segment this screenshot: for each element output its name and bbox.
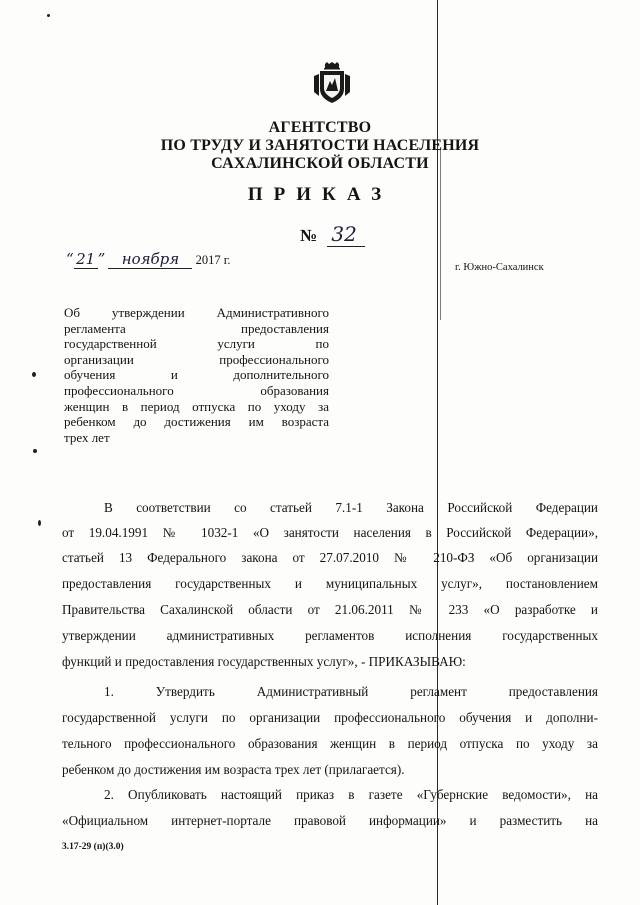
subject-line: ребенком до достижения им возраста bbox=[64, 414, 329, 430]
order-number-label: № bbox=[300, 226, 318, 245]
body-line: 2. Опубликовать настоящий приказ в газете «Губернские ведомости», на bbox=[104, 787, 598, 802]
body-line: утверждении административных регламентов исполнения государственных bbox=[62, 628, 598, 643]
scan-speck bbox=[33, 449, 37, 453]
agency-name-line-3: САХАЛИНСКОЙ ОБЛАСТИ bbox=[211, 155, 429, 172]
subject-line: обучения и дополнительного bbox=[64, 367, 329, 383]
subject-line: женщин в период отпуска по уходу за bbox=[64, 398, 329, 414]
body-line: государственной услуги по организации профессионального обучения и дополни- bbox=[62, 710, 598, 725]
coat-of-arms-emblem bbox=[313, 62, 351, 104]
date-year: 2017 г. bbox=[195, 253, 231, 267]
subject-line: трех лет bbox=[64, 429, 110, 445]
scan-speck bbox=[38, 520, 41, 526]
scan-speck bbox=[32, 372, 36, 377]
body-line: «Официальном интернет-портале правовой информации» и разместить на bbox=[62, 813, 598, 828]
body-line: В соответствии со статьей 7.1-1 Закона Российской Федерации bbox=[104, 500, 598, 515]
order-number-handwritten: 32 bbox=[327, 222, 364, 247]
order-subject bbox=[64, 305, 329, 445]
order-title: ПРИКАЗ bbox=[247, 184, 393, 205]
date-close-quote: ” bbox=[97, 250, 106, 268]
subject-line: регламента предоставления bbox=[64, 320, 329, 336]
body-line: Правительства Сахалинской области от 21.06.2011 № 233 «О разработке и bbox=[62, 602, 598, 617]
body-line: от 19.04.1991 № 1032-1 «О занятости населения в Российской Федерации», bbox=[62, 525, 598, 540]
subject-line: Об утверждении Административного bbox=[64, 305, 329, 320]
body-line: тельного профессионального образования женщин в период отпуска по уходу за bbox=[62, 736, 598, 751]
subject-line: организации профессионального bbox=[64, 351, 329, 367]
body-line: предоставления государственных и муниципальных услуг», постановлением bbox=[62, 576, 598, 591]
date-day-handwritten: 21 bbox=[74, 250, 98, 269]
body-line: функций и предоставления государственных услуг», - ПРИКАЗЫВАЮ: bbox=[62, 654, 466, 669]
date-month-handwritten: ноября bbox=[108, 250, 192, 269]
document-code: 3.17-29 (п)(3.0) bbox=[62, 842, 124, 852]
agency-name-line-2: ПО ТРУДУ И ЗАНЯТОСТИ НАСЕЛЕНИЯ bbox=[160, 137, 480, 154]
date-open-quote: “ bbox=[66, 250, 74, 268]
subject-line: профессионального образования bbox=[64, 382, 329, 398]
order-date bbox=[66, 250, 231, 269]
scan-fold-line-secondary bbox=[440, 150, 441, 320]
body-line: статьей 13 Федерального закона от 27.07.2010 № 210-ФЗ «Об организации bbox=[62, 550, 598, 565]
subject-line: государственной услуги по bbox=[64, 336, 329, 352]
agency-name-line-1: АГЕНТСТВО bbox=[268, 119, 372, 136]
scan-speck bbox=[47, 14, 50, 17]
city-name: г. Южно-Сахалинск bbox=[455, 262, 544, 273]
body-line: 1. Утвердить Административный регламент предоставления bbox=[104, 684, 598, 699]
body-line: ребенком до достижения им возраста трех лет (прилагается). bbox=[62, 762, 405, 777]
order-number bbox=[300, 222, 365, 246]
